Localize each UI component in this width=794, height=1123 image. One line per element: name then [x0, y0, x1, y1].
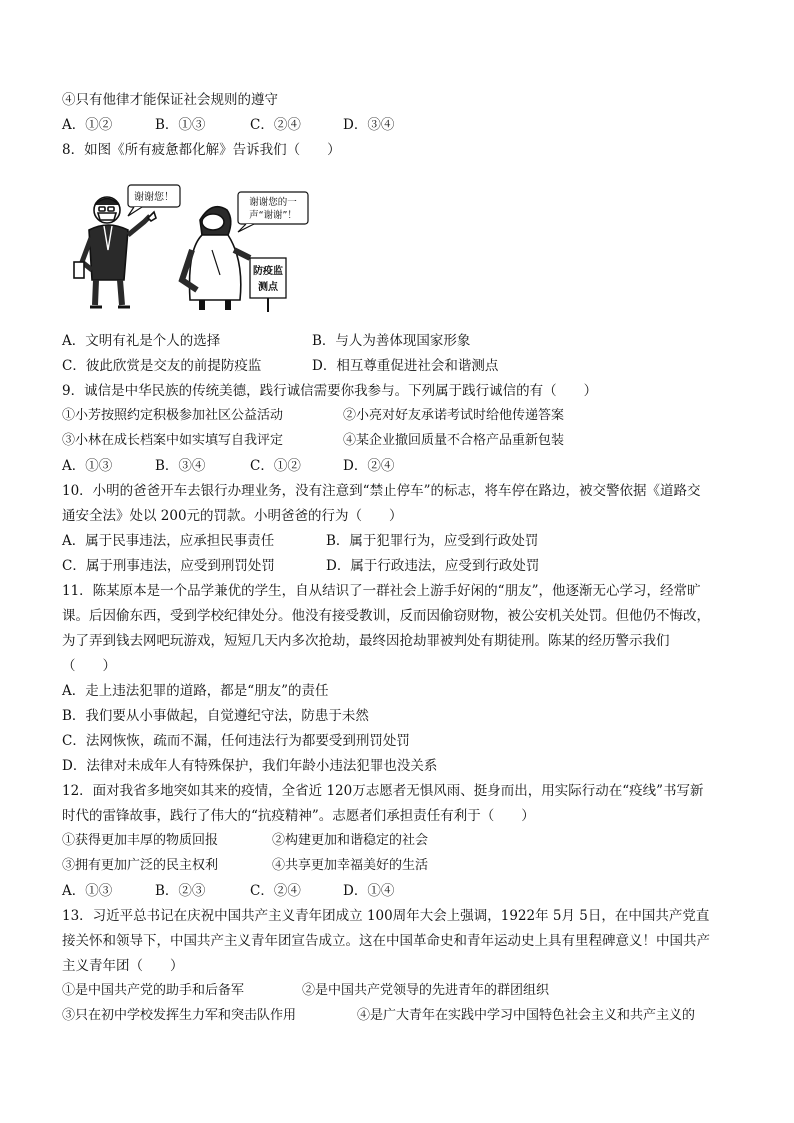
q12-item-2: ②构建更加和谐稳定的社会: [272, 833, 429, 848]
q13-item-3: ③只在初中学校发挥生力军和突击队作用: [62, 1008, 297, 1023]
q11-option-c: C．法网恢恢，疏而不漏，任何违法行为都要受到刑罚处罚: [62, 733, 410, 749]
q9-item-3: ③小林在成长档案中如实填写自我评定: [62, 433, 284, 448]
q9-item-2: ②小亮对好友承诺考试时给他传递答案: [343, 408, 565, 423]
q7-option-c: C．②④: [250, 117, 301, 133]
q12-option-b: B．②③: [155, 883, 206, 899]
sign-text-2: 测点: [258, 282, 278, 293]
q12-option-a: A．①③: [62, 883, 113, 899]
q9-stem: 9．诚信是中华民族的传统美德，践行诚信需要你我参与。下列属于践行诚信的有（ ）: [62, 383, 598, 399]
q8-option-a: A．文明有礼是个人的选择: [62, 333, 221, 349]
q11-stem-line-1: 11．陈某原本是一个品学兼优的学生，自从结识了一群社会上游手好闲的“朋友”，他逐渐无心学习，经常旷: [62, 583, 701, 599]
q10-option-a: A．属于民事违法，应承担民事责任: [62, 533, 275, 549]
q9-option-a: A．①③: [62, 458, 113, 474]
q10-option-c: C．属于刑事违法，应受到刑罚处罚: [62, 558, 275, 574]
q10-stem-line-2: 通安全法》处以 200元的罚款。小明爸爸的行为（ ）: [62, 508, 403, 524]
q7-option-a: A．①②: [62, 117, 113, 133]
q13-item-2: ②是中国共产党领导的先进青年的群团组织: [302, 983, 550, 998]
q8-option-d: D．相互尊重促进社会和谐测点: [312, 358, 499, 374]
q12-item-3: ③拥有更加广泛的民主权利: [62, 858, 219, 873]
q11-option-d: D．法律对未成年人有特殊保护，我们年龄小违法犯罪也没关系: [62, 758, 438, 774]
q12-option-c: C．②④: [250, 883, 301, 899]
man-figure: [74, 197, 156, 307]
q11-stem-line-2: 课。后因偷东西，受到学校纪律处分。他没有接受教训，反而因偷窃财物，被公安机关处罚。但他仍不悔改，: [62, 608, 710, 624]
q9-option-c: C．①②: [250, 458, 301, 474]
q12-stem-line-2: 时代的雷锋故事，践行了伟大的“抗疫精神”。志愿者们承担责任有利于（ ）: [62, 808, 535, 824]
q13-item-4: ④是广大青年在实践中学习中国特色社会主义和共产主义的: [357, 1008, 696, 1023]
q8-stem: 8．如图《所有疲惫都化解》告诉我们（ ）: [62, 142, 341, 158]
q8-option-b: B．与人为善体现国家形象: [312, 333, 471, 349]
q8-option-c: C．彼此欣赏是交友的前提防疫监: [62, 358, 262, 374]
q13-stem-line-2: 接关怀和领导下，中国共产主义青年团宣告成立。这在中国革命史和青年运动史上具有里程碑意义！中国共产: [62, 933, 710, 949]
q13-stem-line-3: 主义青年团（ ）: [62, 958, 184, 974]
q12-stem-line-1: 12．面对我省多地突如其来的疫情，全省近 120万志愿者无惧风雨、挺身而出，用实际行动在“疫线”书写新: [62, 783, 704, 799]
q9-option-d: D．②④: [343, 458, 395, 474]
checkpoint-sign: [250, 258, 286, 312]
cartoon-illustration: [62, 180, 312, 315]
q13-stem-line-1: 13．习近平总书记在庆祝中国共产主义青年团成立 100周年大会上强调，1922年 5月 5日，在中国共产党直: [62, 908, 710, 924]
left-bubble-text: 谢谢您！: [134, 192, 174, 203]
q7-option-b: B．①③: [155, 117, 206, 133]
q12-item-4: ④共享更加幸福美好的生活: [272, 858, 429, 873]
q13-item-1: ①是中国共产党的助手和后备军: [62, 983, 245, 998]
sign-text-1: 防疫监: [253, 266, 283, 277]
right-bubble-text-1: 谢谢您的一: [249, 197, 297, 208]
q12-item-1: ①获得更加丰厚的物质回报: [62, 833, 219, 848]
right-speech-bubble: [238, 192, 308, 232]
q9-item-1: ①小芳按照约定积极参加社区公益活动: [62, 408, 284, 423]
q11-stem-line-3: 为了弄到钱去网吧玩游戏，短短几天内多次抢劫，最终因抢劫罪被判处有期徒刑。陈某的经历警示我们: [62, 633, 670, 649]
q11-option-b: B．我们要从小事做起，自觉遵纪守法，防患于未然: [62, 708, 369, 724]
right-bubble-text-2: 声“谢谢”！: [249, 210, 297, 221]
q11-option-a: A．走上违法犯罪的道路，都是“朋友”的责任: [62, 683, 329, 699]
q10-stem-line-1: 10．小明的爸爸开车去银行办理业务，没有注意到“禁止停车”的标志，将车停在路边，被交警依据《道路交: [62, 483, 701, 499]
q10-option-b: B．属于犯罪行为，应受到行政处罚: [326, 533, 539, 549]
q11-stem-line-4: （ ）: [62, 658, 116, 674]
q12-option-d: D．①④: [343, 883, 395, 899]
q10-option-d: D．属于行政违法，应受到行政处罚: [326, 558, 540, 574]
q7-item-4: ④只有他律才能保证社会规则的遵守: [62, 92, 278, 108]
q9-item-4: ④某企业撤回质量不合格产品重新包装: [343, 433, 565, 448]
q9-option-b: B．③④: [155, 458, 206, 474]
q7-option-d: D．③④: [343, 117, 395, 133]
